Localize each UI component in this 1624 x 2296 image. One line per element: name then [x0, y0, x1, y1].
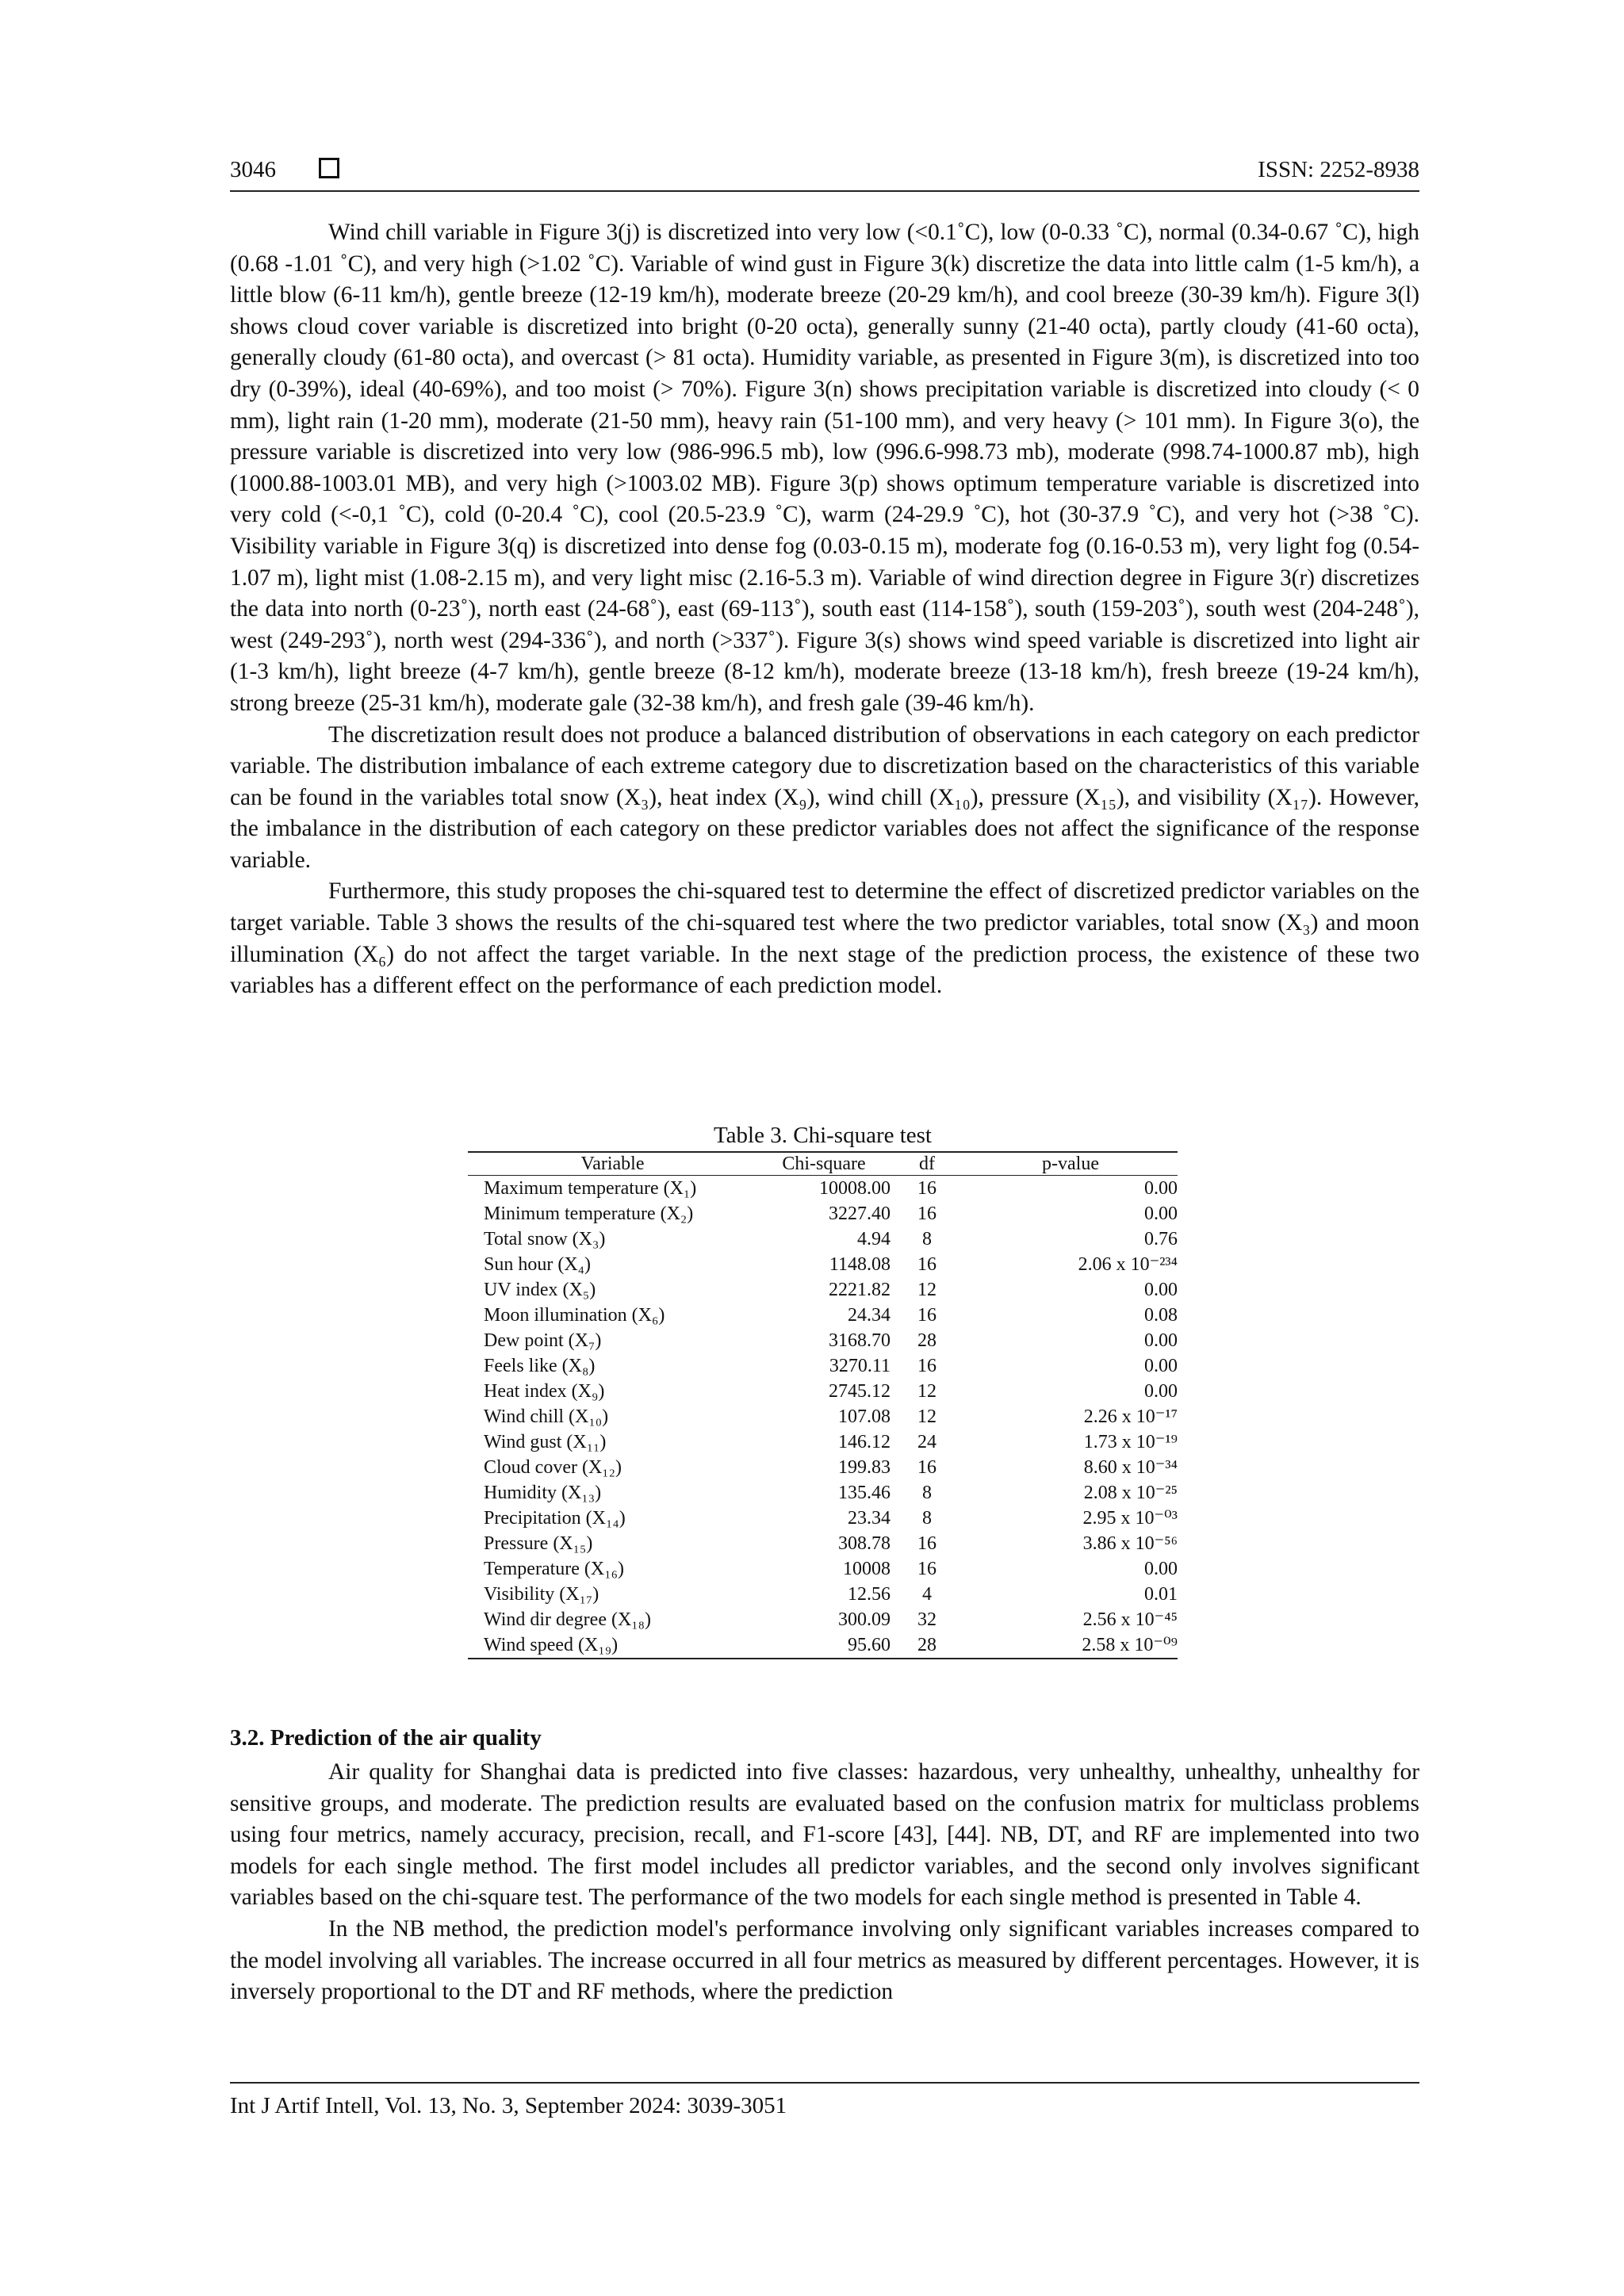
square-bullet-icon	[319, 158, 339, 178]
cell-p: 0.00	[1144, 1203, 1178, 1224]
cell-df: 16	[917, 1254, 936, 1275]
table-row	[468, 1277, 1178, 1303]
page-header	[230, 151, 1419, 192]
paragraph: Air quality for Shanghai data is predicted into five classes: hazardous, very unhealthy, unhealthy, unhealthy for sensitive groups, and moderate. The prediction results are evaluated based on the confusion matrix for multiclass problems using four metrics, namely accuracy, precision, recall, and F1-score [43], [44]. NB, DT, and RF are implemented into two models for each single method. The first model includes all predictor variables, and the second only involves significant variables based on the chi-square test. The performance of the two models for each single method is presented in Table 4.	[230, 1759, 1419, 1911]
table-row	[468, 1201, 1178, 1226]
cell-variable: Precipitation (X₁₄)	[484, 1508, 626, 1529]
cell-chi: 3227.40	[829, 1203, 891, 1224]
paragraph: Wind chill variable in Figure 3(j) is discretized into very low (<0.1˚C), low (0-0.33 ˚C), normal (0.34-0.67 ˚C), high (0.68 -1.01 ˚C), and very high (>1.02 ˚C). Variable of wind gust in Figure 3(k) discretize the data into little calm (1-5 km/h), a little blow (6-11 km/h), gentle breeze (12-19 km/h), moderate breeze (20-29 km/h), and cool breeze (30-39 km/h). Figure 3(l) shows cloud cover variable is discretized into bright (0-20 octa), generally sunny (21-40 octa), partly cloudy (41-60 octa), generally cloudy (61-80 octa), and overcast (> 81 octa). Humidity variable, as presented in Figure 3(m), is discretized into too dry (0-39%), ideal (40-69%), and too moist (> 70%). Figure 3(n) shows precipitation variable is discretized into cloudy (< 0 mm), light rain (1-20 mm), moderate (21-50 mm), heavy rain (51-100 mm), and very heavy (> 101 mm). In Figure 3(o), the pressure variable is discretized into very low (986-996.5 mb), low (996.6-998.73 mb), moderate (998.74-1000.87 mb), high (1000.88-1003.01 MB), and very high (>1003.02 MB). Figure 3(p) shows optimum temperature variable is discretized into very cold (<-0,1 ˚C), cold (0-20.4 ˚C), cool (20.5-23.9 ˚C), warm (24-29.9 ˚C), hot (30-37.9 ˚C), and very hot (>38 ˚C). Visibility variable in Figure 3(q) is discretized into dense fog (0.03-0.15 m), moderate fog (0.16-0.53 m), very light fog (0.54-1.07 m), light mist (1.08-2.15 m), and very light misc (2.16-5.3 m). Variable of wind direction degree in Figure 3(r) discretizes the data into north (0-23˚), north east (24-68˚), east (69-113˚), south east (114-158˚), south (159-203˚), south west (204-248˚), west (249-293˚), north west (294-336˚), and north (>337˚). Figure 3(s) shows wind speed variable is discretized into light air (1-3 km/h), light breeze (4-7 km/h), gentle breeze (8-12 km/h), moderate breeze (13-18 km/h), fresh breeze (19-24 km/h), strong breeze (25-31 km/h), moderate gale (32-38 km/h), and fresh gale (39-46 km/h).	[230, 220, 1419, 716]
cell-variable: Wind speed (X₁₉)	[468, 1632, 757, 1659]
cell-chi: 4.94	[857, 1229, 891, 1249]
cell-p: 2.58 x 10⁻⁰⁹	[963, 1632, 1178, 1659]
table-row	[468, 1480, 1178, 1506]
header-variable: Variable	[468, 1152, 757, 1176]
cell-variable: Wind dir degree (X₁₈)	[484, 1609, 652, 1630]
cell-df: 8	[922, 1229, 932, 1249]
cell-chi: 146.12	[838, 1432, 891, 1452]
cell-p: 0.00	[1144, 1381, 1178, 1402]
cell-chi: 107.08	[838, 1406, 891, 1427]
table-row	[468, 1328, 1178, 1353]
cell-chi: 1148.08	[829, 1254, 891, 1275]
table-row	[468, 1429, 1178, 1455]
cell-variable: Pressure (X₁₅)	[484, 1533, 593, 1554]
cell-variable: Temperature (X₁₆)	[484, 1559, 624, 1579]
cell-chi: 2221.82	[829, 1280, 891, 1300]
cell-variable: Wind chill (X₁₀)	[484, 1406, 609, 1427]
cell-chi: 10008	[843, 1559, 891, 1579]
chi-square-table	[468, 1151, 1178, 1659]
table-row	[468, 1226, 1178, 1252]
cell-variable: Cloud cover (X₁₂)	[484, 1457, 622, 1478]
page-number: 3046	[230, 157, 276, 182]
table-caption: Table 3. Chi-square test	[713, 1123, 932, 1148]
cell-p: 3.86 x 10⁻⁵⁶	[1082, 1533, 1178, 1554]
cell-variable: Minimum temperature (X₂)	[484, 1203, 694, 1224]
cell-variable: Heat index (X₉)	[484, 1381, 605, 1402]
table-header-row	[468, 1152, 1178, 1176]
cell-variable: Visibility (X₁₇)	[484, 1584, 599, 1605]
cell-variable: Humidity (X₁₃)	[484, 1483, 602, 1503]
cell-chi: 3270.11	[829, 1356, 891, 1376]
cell-df: 32	[917, 1609, 936, 1630]
cell-variable: Feels like (X₈)	[484, 1356, 596, 1376]
cell-p: 2.56 x 10⁻⁴⁵	[1082, 1609, 1178, 1630]
cell-variable: Maximum temperature (X₁)	[484, 1178, 697, 1199]
journal-citation: Int J Artif Intell, Vol. 13, No. 3, September 2024: 3039-3051	[230, 2093, 787, 2118]
cell-chi: 300.09	[838, 1609, 891, 1630]
cell-chi: 135.46	[838, 1483, 891, 1503]
cell-variable: Total snow (X₃)	[484, 1229, 606, 1249]
header-p-value: p-value	[963, 1152, 1178, 1176]
table-row	[468, 1531, 1178, 1556]
cell-df: 8	[922, 1508, 932, 1529]
cell-p: 1.73 x 10⁻¹⁹	[1083, 1432, 1178, 1452]
table-row	[468, 1506, 1178, 1531]
table-row	[468, 1379, 1178, 1404]
cell-chi: 308.78	[838, 1533, 891, 1554]
table-row	[468, 1176, 1178, 1202]
table-row	[468, 1632, 1178, 1659]
cell-chi: 10008.00	[819, 1178, 891, 1199]
cell-chi: 23.34	[848, 1508, 891, 1529]
cell-p: 8.60 x 10⁻³⁴	[1083, 1457, 1178, 1478]
cell-chi: 95.60	[757, 1632, 891, 1659]
cell-chi: 2745.12	[829, 1381, 891, 1402]
cell-variable: Dew point (X₇)	[484, 1330, 602, 1351]
cell-df: 12	[917, 1381, 936, 1402]
cell-p: 0.01	[1144, 1584, 1178, 1605]
cell-df: 16	[917, 1203, 936, 1224]
cell-chi: 199.83	[838, 1457, 891, 1478]
cell-p: 0.00	[1144, 1280, 1178, 1300]
table-row	[468, 1404, 1178, 1429]
cell-variable: Wind gust (X₁₁)	[484, 1432, 607, 1452]
cell-df: 16	[917, 1533, 936, 1554]
cell-p: 0.08	[1144, 1305, 1178, 1326]
cell-df: 28	[891, 1632, 963, 1659]
cell-variable: Moon illumination (X₆)	[484, 1305, 665, 1326]
section-heading: 3.2. Prediction of the air quality	[230, 1725, 542, 1751]
table-row	[468, 1303, 1178, 1328]
issn-label: ISSN: 2252-8938	[1258, 157, 1419, 182]
cell-df: 28	[917, 1330, 936, 1351]
cell-p: 0.00	[1144, 1178, 1178, 1199]
cell-df: 4	[922, 1584, 932, 1605]
cell-df: 24	[917, 1432, 936, 1452]
cell-p: 2.06 x 10⁻²³⁴	[1078, 1254, 1178, 1275]
cell-variable: Sun hour (X₄)	[484, 1254, 592, 1275]
cell-chi: 12.56	[848, 1584, 891, 1605]
table-row	[468, 1556, 1178, 1582]
paragraph: In the NB method, the prediction model's performance involving only significant variables increases compared to the model involving all variables. The increase occurred in all four metrics as measured by different percentages. However, it is inversely proportional to the DT and RF methods, where the prediction	[230, 1915, 1419, 2005]
cell-df: 12	[917, 1280, 936, 1300]
cell-df: 16	[917, 1559, 936, 1579]
table-row	[468, 1353, 1178, 1379]
table-row	[468, 1252, 1178, 1277]
cell-df: 8	[922, 1483, 932, 1503]
body-text-section	[230, 1757, 1419, 2008]
cell-p: 0.00	[1144, 1330, 1178, 1351]
cell-variable: UV index (X₅)	[484, 1280, 596, 1300]
cell-df: 16	[917, 1305, 936, 1326]
cell-chi: 3168.70	[829, 1330, 891, 1351]
header-chi-square: Chi-square	[757, 1152, 891, 1176]
table-row	[468, 1455, 1178, 1480]
cell-p: 0.00	[1144, 1559, 1178, 1579]
table-row	[468, 1582, 1178, 1607]
cell-chi: 24.34	[848, 1305, 891, 1326]
table-body	[468, 1176, 1178, 1659]
header-df: df	[891, 1152, 963, 1176]
paragraph: Furthermore, this study proposes the chi-squared test to determine the effect of discretized predictor variables on the target variable. Table 3 shows the results of the chi-squared test where the two predictor variables, total snow (X₃) and moon illumination (X₆) do not affect the target variable. In the next stage of the prediction process, the existence of these two variables has a different effect on the performance of each prediction model.	[230, 878, 1419, 999]
cell-df: 16	[917, 1178, 936, 1199]
body-text-top	[230, 217, 1419, 1002]
cell-df: 12	[917, 1406, 936, 1427]
cell-p: 2.95 x 10⁻⁰³	[1082, 1508, 1178, 1529]
table-row	[468, 1607, 1178, 1632]
cell-p: 2.08 x 10⁻²⁵	[1083, 1483, 1178, 1503]
cell-df: 16	[917, 1356, 936, 1376]
cell-p: 0.00	[1144, 1356, 1178, 1376]
cell-p: 0.76	[1144, 1229, 1178, 1249]
cell-df: 16	[917, 1457, 936, 1478]
page-footer	[230, 2082, 1419, 2119]
paragraph: The discretization result does not produce a balanced distribution of observations in each category on each predictor variable. The distribution imbalance of each extreme category due to discretization based on the characteristics of this variable can be found in the variables total snow (X₃), heat index (X₉), wind chill (X₁₀), pressure (X₁₅), and visibility (X₁₇). However, the imbalance in the distribution of each category on these predictor variables does not affect the significance of the response variable.	[230, 721, 1419, 873]
cell-p: 2.26 x 10⁻¹⁷	[1083, 1406, 1178, 1427]
